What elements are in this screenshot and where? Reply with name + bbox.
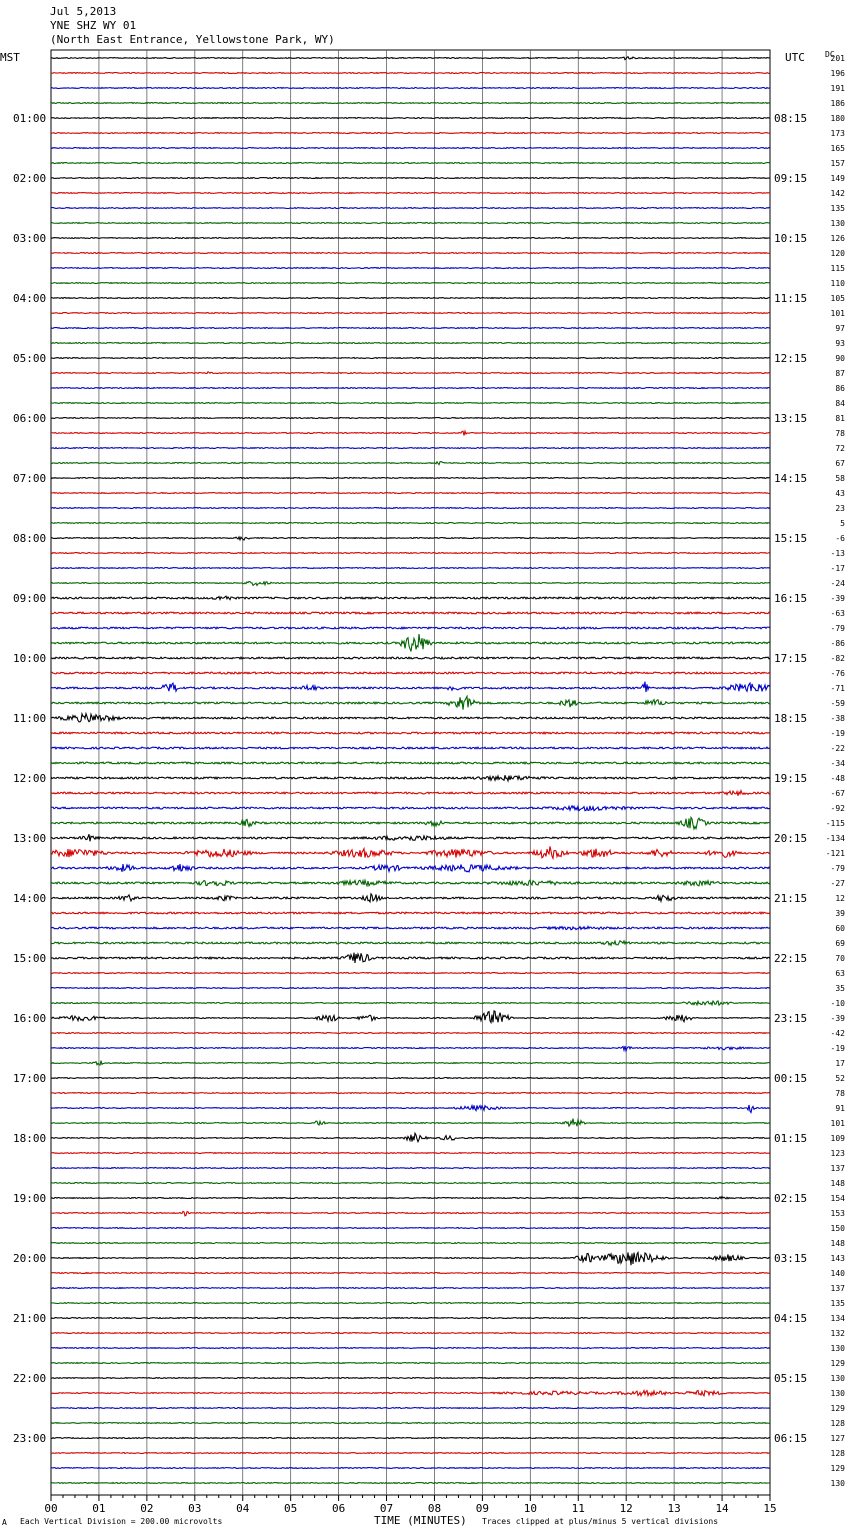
left-hour-label: 04:00: [13, 292, 47, 305]
right-hour-label: 23:15: [774, 1012, 808, 1025]
right-hour-label: 03:15: [774, 1252, 808, 1265]
x-tick-label: 02: [140, 1502, 154, 1515]
trace-line: [51, 1318, 770, 1319]
left-hour-label: 01:00: [13, 112, 47, 125]
dc-value: -79: [830, 624, 845, 633]
x-tick-label: 06: [331, 1502, 346, 1515]
clip-note: Traces clipped at plus/minus 5 vertical divisions: [482, 1517, 719, 1526]
trace-line: [51, 508, 770, 509]
dc-value: -67: [830, 789, 845, 798]
trace-line: [51, 762, 770, 764]
left-hour-label: 16:00: [13, 1012, 47, 1025]
trace-line: [51, 553, 770, 554]
scale-note: Each Vertical Division = 200.00 microvolts: [20, 1517, 223, 1526]
dc-value: 129: [830, 1464, 845, 1473]
trace-line: [51, 1093, 770, 1094]
trace-line: [51, 1288, 770, 1289]
dc-value: 101: [830, 1119, 845, 1128]
right-hour-label: 17:15: [774, 652, 808, 665]
x-tick-label: 12: [619, 1502, 633, 1515]
x-tick-label: 10: [523, 1502, 537, 1515]
trace-line: [51, 208, 770, 209]
right-hour-label: 18:15: [774, 712, 808, 725]
trace-line: [51, 1105, 770, 1112]
x-tick-label: 00: [44, 1502, 58, 1515]
right-hour-label: 09:15: [774, 172, 808, 185]
x-tick-label: 05: [284, 1502, 298, 1515]
right-hour-label: 02:15: [774, 1192, 808, 1205]
trace-line: [51, 894, 770, 902]
trace-line: [51, 581, 770, 585]
trace-line: [51, 672, 770, 674]
dc-value: 134: [830, 1314, 845, 1323]
right-hour-label: 16:15: [774, 592, 808, 605]
dc-value: 149: [830, 174, 845, 183]
trace-line: [51, 817, 770, 829]
dc-value: 173: [830, 129, 845, 138]
trace-line: [51, 73, 770, 74]
left-hour-label: 02:00: [13, 172, 47, 185]
dc-value: -22: [830, 744, 845, 753]
trace-line: [51, 612, 770, 614]
trace-line: [51, 537, 770, 540]
dc-value: -27: [830, 879, 845, 888]
dc-value: 101: [830, 309, 845, 318]
left-hour-label: 21:00: [13, 1312, 47, 1325]
dc-value: 180: [830, 114, 845, 123]
x-tick-label: 07: [379, 1502, 394, 1515]
dc-value: -71: [830, 684, 845, 693]
dc-value: 63: [835, 969, 845, 978]
right-hour-label: 10:15: [774, 232, 808, 245]
left-hour-label: 20:00: [13, 1252, 47, 1265]
left-timezone-label: MST: [0, 51, 20, 64]
dc-value: 127: [830, 1434, 845, 1443]
left-hour-label: 17:00: [13, 1072, 47, 1085]
trace-line: [51, 223, 770, 224]
dc-value: 186: [830, 99, 845, 108]
trace-line: [51, 1011, 770, 1023]
trace-line: [51, 657, 770, 659]
trace-line: [51, 372, 770, 374]
left-hour-label: 07:00: [13, 472, 47, 485]
x-tick-label: 09: [475, 1502, 490, 1515]
trace-line: [51, 1153, 770, 1154]
left-hour-label: 05:00: [13, 352, 47, 365]
x-tick-label: 11: [571, 1502, 585, 1515]
trace-line: [51, 1348, 770, 1349]
x-tick-label: 04: [236, 1502, 250, 1515]
dc-value: 130: [830, 219, 845, 228]
trace-line: [51, 1453, 770, 1454]
dc-value: 191: [830, 84, 845, 93]
left-hour-label: 23:00: [13, 1432, 47, 1445]
left-hour-label: 19:00: [13, 1192, 47, 1205]
trace-line: [51, 1243, 770, 1244]
dc-value: 17: [835, 1059, 845, 1068]
trace-line: [51, 880, 770, 886]
trace-line: [51, 1211, 770, 1215]
trace-line: [51, 133, 770, 134]
left-hour-label: 18:00: [13, 1132, 47, 1145]
trace-line: [51, 1033, 770, 1034]
trace-line: [51, 926, 770, 929]
dc-value: 130: [830, 1344, 845, 1353]
dc-value: 196: [830, 69, 845, 78]
dc-value: -63: [830, 609, 845, 618]
right-hour-label: 15:15: [774, 532, 808, 545]
trace-line: [51, 57, 770, 60]
left-hour-label: 08:00: [13, 532, 47, 545]
right-timezone-label: UTC: [785, 51, 805, 64]
dc-value: 137: [830, 1164, 845, 1173]
trace-line: [51, 431, 770, 435]
trace-lines: [51, 57, 770, 1484]
trace-line: [51, 1273, 770, 1274]
trace-line: [51, 163, 770, 164]
trace-line: [51, 148, 770, 149]
trace-line: [51, 403, 770, 404]
trace-line: [51, 1061, 770, 1065]
trace-line: [51, 941, 770, 946]
trace-line: [51, 953, 770, 963]
trace-line: [51, 834, 770, 841]
trace-line: [51, 313, 770, 314]
left-hour-labels: [13, 112, 46, 1445]
trace-line: [51, 596, 770, 599]
trace-line: [51, 1046, 770, 1051]
dc-value: -134: [825, 834, 845, 843]
dc-value: 72: [835, 444, 845, 453]
trace-line: [51, 478, 770, 479]
right-hour-labels: [774, 112, 807, 1445]
right-hour-label: 06:15: [774, 1432, 808, 1445]
right-hour-label: 12:15: [774, 352, 808, 365]
trace-line: [51, 298, 770, 299]
trace-line: [51, 696, 770, 709]
trace-line: [51, 238, 770, 239]
right-hour-label: 13:15: [774, 412, 808, 425]
trace-line: [51, 1423, 770, 1424]
trace-line: [51, 988, 770, 989]
dc-value: -92: [830, 804, 845, 813]
dc-value: 137: [830, 1284, 845, 1293]
dc-value: 135: [830, 1299, 845, 1308]
right-hour-label: 14:15: [774, 472, 808, 485]
dc-value: 78: [835, 1089, 845, 1098]
right-hour-label: 01:15: [774, 1132, 808, 1145]
trace-line: [51, 418, 770, 419]
trace-line: [51, 462, 770, 465]
dc-value: 129: [830, 1404, 845, 1413]
right-hour-label: 22:15: [774, 952, 808, 965]
chart-location: (North East Entrance, Yellowstone Park, WY): [50, 33, 335, 46]
trace-line: [51, 791, 770, 796]
left-hour-label: 11:00: [13, 712, 47, 725]
dc-value: 52: [835, 1074, 845, 1083]
dc-value: 130: [830, 1389, 845, 1398]
dc-value: -6: [835, 534, 845, 543]
dc-value: 150: [830, 1224, 845, 1233]
trace-line: [51, 268, 770, 269]
dc-value: 67: [835, 459, 845, 468]
x-tick-label: 08: [427, 1502, 442, 1515]
dc-value: 135: [830, 204, 845, 213]
dc-value: -59: [830, 699, 845, 708]
x-tick-label: 13: [667, 1502, 681, 1515]
plot-grid: [51, 50, 770, 1495]
dc-value: 140: [830, 1269, 845, 1278]
dc-value: 109: [830, 1134, 845, 1143]
trace-line: [51, 1468, 770, 1469]
dc-value: 126: [830, 234, 845, 243]
trace-line: [51, 493, 770, 494]
dc-value: 153: [830, 1209, 845, 1218]
trace-line: [51, 1119, 770, 1127]
dc-value: 130: [830, 1374, 845, 1383]
trace-line: [51, 1168, 770, 1169]
dc-value: -48: [830, 774, 845, 783]
dc-value: 43: [835, 489, 845, 498]
trace-line: [51, 747, 770, 749]
dc-value: 115: [830, 264, 845, 273]
dc-value: 143: [830, 1254, 845, 1263]
corner-mark: A: [2, 1518, 7, 1527]
dc-value: 110: [830, 279, 845, 288]
dc-value: -86: [830, 639, 845, 648]
dc-value: 120: [830, 249, 845, 258]
dc-value: 60: [835, 924, 845, 933]
trace-line: [51, 103, 770, 104]
left-hour-label: 03:00: [13, 232, 47, 245]
dc-value: 90: [835, 354, 845, 363]
dc-value: -76: [830, 669, 845, 678]
dc-value: -82: [830, 654, 845, 663]
dc-value: 84: [835, 399, 845, 408]
dc-value: -13: [830, 549, 845, 558]
left-hour-label: 10:00: [13, 652, 47, 665]
trace-line: [51, 912, 770, 914]
x-tick-label: 15: [763, 1502, 777, 1515]
dc-value: 69: [835, 939, 845, 948]
trace-line: [51, 448, 770, 449]
trace-line: [51, 1303, 770, 1304]
trace-line: [51, 1378, 770, 1379]
dc-value: 154: [830, 1194, 845, 1203]
dc-value: -24: [830, 579, 845, 588]
trace-line: [51, 1228, 770, 1229]
dc-value: 5: [840, 519, 845, 528]
right-hour-label: 04:15: [774, 1312, 808, 1325]
trace-line: [51, 1001, 770, 1005]
dc-value: 70: [835, 954, 845, 963]
x-axis: [44, 1495, 776, 1515]
right-hour-label: 19:15: [774, 772, 808, 785]
dc-value: 142: [830, 189, 845, 198]
trace-line: [51, 178, 770, 179]
trace-line: [51, 634, 770, 651]
trace-line: [51, 864, 770, 872]
right-hour-label: 05:15: [774, 1372, 808, 1385]
trace-line: [51, 1252, 770, 1265]
dc-value: 157: [830, 159, 845, 168]
left-hour-label: 14:00: [13, 892, 47, 905]
dc-value: 128: [830, 1419, 845, 1428]
trace-line: [51, 1078, 770, 1079]
dc-value: 12: [835, 894, 845, 903]
dc-value: 130: [830, 1479, 845, 1488]
x-tick-label: 01: [92, 1502, 106, 1515]
dc-value: -39: [830, 594, 845, 603]
trace-line: [51, 568, 770, 569]
trace-line: [51, 358, 770, 359]
dc-value: 148: [830, 1239, 845, 1248]
trace-line: [51, 1408, 770, 1409]
trace-line: [51, 732, 770, 734]
trace-line: [51, 253, 770, 254]
trace-line: [51, 806, 770, 811]
dc-value: 78: [835, 429, 845, 438]
dc-value: 93: [835, 339, 845, 348]
dc-value: -19: [830, 729, 845, 738]
dc-value: 81: [835, 414, 845, 423]
dc-value: -79: [830, 864, 845, 873]
right-hour-label: 00:15: [774, 1072, 808, 1085]
trace-line: [51, 193, 770, 194]
trace-line: [51, 283, 770, 284]
trace-line: [51, 714, 770, 722]
left-hour-label: 22:00: [13, 1372, 47, 1385]
left-hour-label: 12:00: [13, 772, 47, 785]
dc-values: [826, 54, 845, 1488]
trace-line: [51, 88, 770, 89]
left-hour-label: 13:00: [13, 832, 47, 845]
dc-value: 132: [830, 1329, 845, 1338]
trace-line: [51, 775, 770, 781]
trace-line: [51, 682, 770, 692]
dc-value: 23: [835, 504, 845, 513]
dc-value: 91: [835, 1104, 845, 1113]
chart-date: Jul 5,2013: [50, 5, 117, 18]
trace-line: [51, 1483, 770, 1484]
trace-line: [51, 523, 770, 524]
right-hour-label: 21:15: [774, 892, 808, 905]
dc-value: 128: [830, 1449, 845, 1458]
dc-value: 105: [830, 294, 845, 303]
dc-value: 35: [835, 984, 845, 993]
trace-line: [51, 118, 770, 119]
trace-line: [51, 1390, 770, 1395]
trace-line: [51, 627, 770, 629]
right-hour-label: 20:15: [774, 832, 808, 845]
dc-value: 129: [830, 1359, 845, 1368]
trace-line: [51, 388, 770, 389]
dc-value: -38: [830, 714, 845, 723]
dc-value: 97: [835, 324, 845, 333]
dc-value: -121: [825, 849, 845, 858]
x-tick-label: 14: [715, 1502, 729, 1515]
dc-value: 87: [835, 369, 845, 378]
left-hour-label: 06:00: [13, 412, 47, 425]
dc-value: 123: [830, 1149, 845, 1158]
trace-line: [51, 343, 770, 344]
dc-value: -19: [830, 1044, 845, 1053]
plot-frame: [51, 50, 770, 1495]
dc-value: 165: [830, 144, 845, 153]
trace-line: [51, 1183, 770, 1184]
x-axis-title: TIME (MINUTES): [374, 1514, 467, 1527]
trace-line: [51, 1363, 770, 1364]
dc-value: 58: [835, 474, 845, 483]
dc-value: -42: [830, 1029, 845, 1038]
dc-value: 148: [830, 1179, 845, 1188]
dc-value: 39: [835, 909, 845, 918]
left-hour-label: 15:00: [13, 952, 47, 965]
dc-value: 86: [835, 384, 845, 393]
x-tick-label: 03: [188, 1502, 202, 1515]
dc-value: -17: [830, 564, 845, 573]
trace-line: [51, 973, 770, 974]
left-hour-label: 09:00: [13, 592, 47, 605]
trace-line: [51, 1133, 770, 1141]
right-hour-label: 08:15: [774, 112, 808, 125]
trace-line: [51, 328, 770, 329]
trace-line: [51, 1438, 770, 1439]
dc-value: -34: [830, 759, 845, 768]
right-hour-label: 11:15: [774, 292, 808, 305]
dc-value: -115: [825, 819, 845, 828]
trace-line: [51, 1196, 770, 1198]
dc-value: -10: [830, 999, 845, 1008]
trace-line: [51, 846, 770, 858]
dc-value: -39: [830, 1014, 845, 1023]
chart-station: YNE SHZ WY 01: [50, 19, 137, 32]
dc-label: DC: [825, 50, 835, 59]
dc-value: 201: [830, 54, 845, 63]
trace-line: [51, 1333, 770, 1334]
